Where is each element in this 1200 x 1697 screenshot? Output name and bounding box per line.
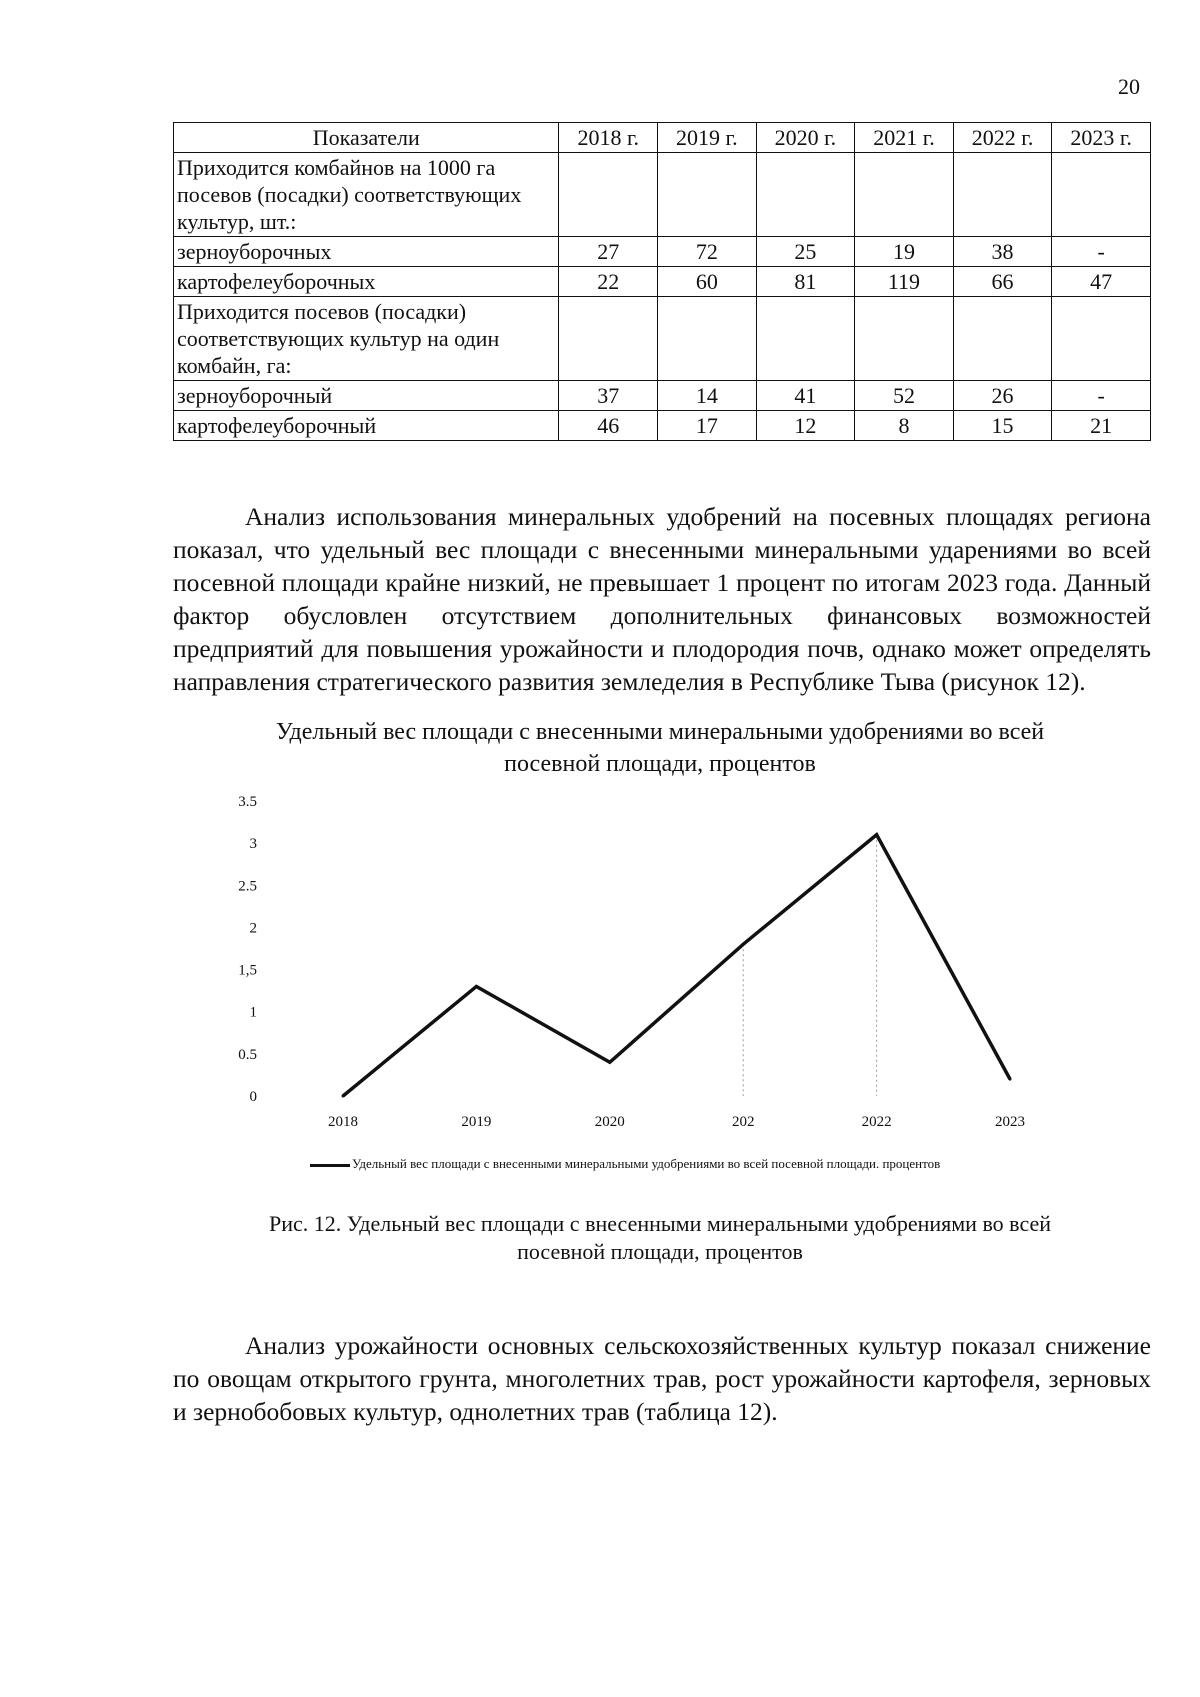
series-line [343, 835, 1010, 1096]
table-cell: 22 [559, 267, 658, 297]
legend-line-swatch [310, 1164, 350, 1167]
table-cell: 72 [658, 237, 757, 267]
table-header-cell: 2019 г. [658, 123, 757, 153]
y-tick-label: 3.5 [238, 794, 257, 810]
y-tick-label: 2 [249, 920, 257, 937]
table-cell: 14 [658, 381, 757, 411]
table-cell: 47 [1052, 267, 1151, 297]
table-cell: 19 [855, 237, 954, 267]
table-cell: 17 [658, 411, 757, 441]
x-tick-label: 202 [731, 1114, 755, 1130]
table-cell: 8 [855, 411, 954, 441]
table-cell: 15 [953, 411, 1052, 441]
table-cell: 52 [855, 381, 954, 411]
y-tick-label: 1,5 [238, 962, 257, 979]
page-number: 20 [1118, 74, 1140, 99]
table-header-cell: 2018 г. [559, 123, 658, 153]
x-tick-label: 2023 [995, 1114, 1025, 1130]
data-point [742, 943, 745, 946]
table-cell: 37 [559, 381, 658, 411]
y-tick-label: 0.5 [238, 1046, 257, 1063]
data-point [475, 985, 478, 988]
table-header-cell: Показатели [174, 123, 559, 153]
paragraph-yield-analysis: Анализ урожайности основных сельскохозяйственных культур показал снижение по овощам открытого грунта, многолетних трав, рост урожайности картофеля, зерновых и зернобобовых культур, однолетних трав (таблица 12). [173, 1330, 1151, 1426]
table-row-label: зерноуборочный [174, 381, 559, 411]
x-tick-label: 2018 [328, 1114, 358, 1130]
table-header-cell: 2022 г. [953, 123, 1052, 153]
table-cell: 66 [953, 267, 1052, 297]
table-header-cell: 2020 г. [756, 123, 855, 153]
table-row-label: картофелеуборочных [174, 267, 559, 297]
y-tick-label: 2.5 [238, 878, 257, 895]
table-cell: 119 [855, 267, 954, 297]
table-cell: 41 [756, 381, 855, 411]
y-tick-label: 3 [249, 836, 257, 853]
table-cell: - [1052, 381, 1151, 411]
table-header-cell: 2021 г. [855, 123, 954, 153]
x-tick-label: 2019 [461, 1114, 492, 1130]
table-row-label: картофелеуборочный [174, 411, 559, 441]
table-cell: 26 [953, 381, 1052, 411]
table-cell: 38 [953, 237, 1052, 267]
data-point [342, 1095, 345, 1098]
table-row-label: зерноуборочных [174, 237, 559, 267]
table-row-label: Приходится посевов (посадки) соответствующих культур на один комбайн, га: [174, 297, 559, 381]
x-tick-label: 2022 [861, 1114, 892, 1130]
table-cell: - [1052, 237, 1151, 267]
table-cell: 27 [559, 237, 658, 267]
table-cell: 21 [1052, 411, 1151, 441]
table-cell: 25 [756, 237, 855, 267]
y-tick-label: 1 [249, 1004, 257, 1021]
chart-title: Удельный вес площади с внесенными минеральными удобрениями во всей посевной площади, процентов [275, 719, 1045, 777]
table-row-label: Приходится комбайнов на 1000 га посевов (посадки) соответствующих культур, шт.: [174, 153, 559, 237]
data-point [1009, 1078, 1012, 1081]
legend-label: Удельный вес площади с внесенными минеральными удобрениями во всей посевной площади. процентов [352, 1156, 941, 1171]
table-cell: 46 [559, 411, 658, 441]
data-point [875, 833, 878, 836]
x-tick-label: 2020 [594, 1114, 625, 1130]
y-tick-label: 0 [249, 1089, 257, 1105]
chart-legend [310, 1155, 1030, 1173]
data-point [608, 1061, 611, 1064]
table-cell: 12 [756, 411, 855, 441]
figure-caption: Рис. 12. Удельный вес площади с внесенными минеральными удобрениями во всей посевной площади, процентов [268, 1211, 1052, 1264]
table-cell: 81 [756, 267, 855, 297]
table-header-cell: 2023 г. [1052, 123, 1151, 153]
table-cell: 60 [658, 267, 757, 297]
paragraph-fertilizer-analysis: Анализ использования минеральных удобрений на посевных площадях региона показал, что удельный вес площади с внесенными минеральными ударениями во всей посевной площади крайне низкий, не превышает 1 процент по итогам 2023 года. Данный фактор обусловлен отсутствием дополнительных финансовых возможностей предприятий для повышения урожайности и плодородия почв, однако может определять направления стратегического развития земледелия в Республике Тыва (рисунок 12). [173, 501, 1151, 696]
